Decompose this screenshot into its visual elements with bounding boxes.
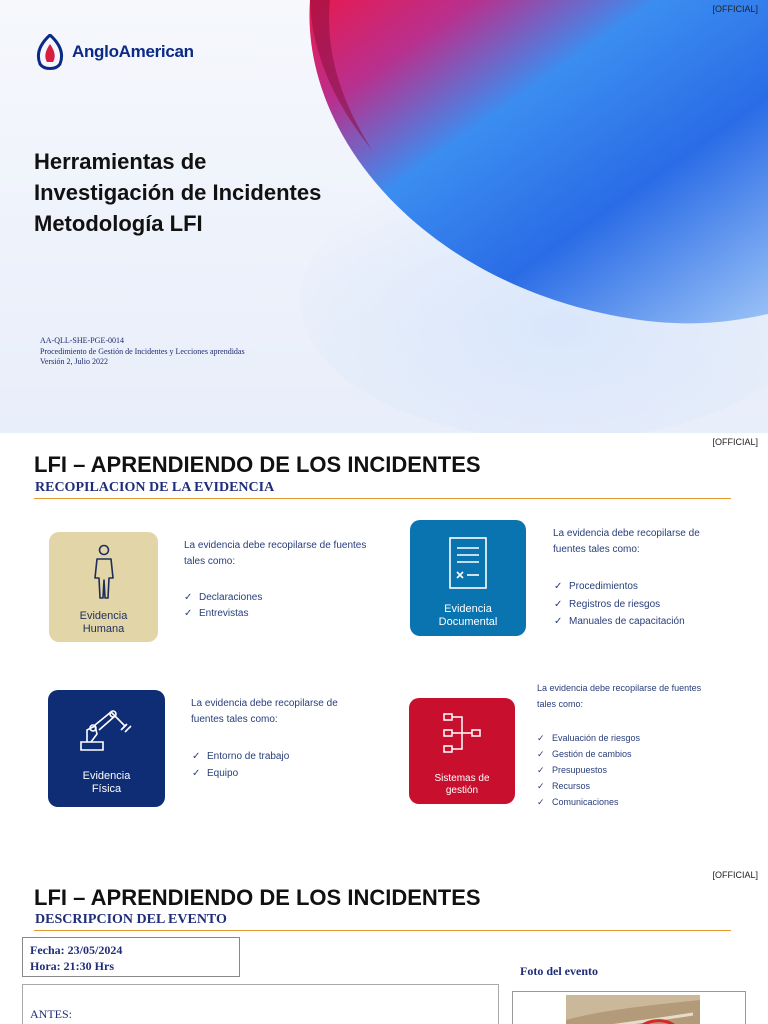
evidence-humana-text (184, 538, 366, 622)
evidence-documental-text (553, 526, 700, 631)
event-photo-label: Foto del evento (520, 964, 598, 978)
event-time: Hora: 21:30 Hrs (30, 959, 114, 973)
title-line: Metodología LFI (34, 211, 203, 236)
tile-label-line: Evidencia (79, 610, 128, 622)
doc-name: Procedimiento de Gestión de Incidentes y Lecciones aprendidas (40, 346, 245, 356)
intro-line: fuentes tales como: (553, 544, 640, 555)
list-item: ✓ Entrevistas (184, 606, 366, 622)
evidence-sistemas-text (537, 680, 701, 810)
event-date: Fecha: 23/05/2024 (30, 943, 123, 957)
tile-label-line: Evidencia (444, 603, 492, 615)
tile-evidencia-documental (410, 520, 526, 636)
list-item: ✓ Registros de riesgos (554, 596, 700, 614)
list-item: ✓ Manuales de capacitación (554, 613, 700, 631)
presentation-title (34, 146, 414, 239)
divider (34, 930, 731, 931)
intro-line: La evidencia debe recopilarse de fuentes (537, 683, 702, 693)
intro-line: La evidencia debe recopilarse de (553, 528, 700, 539)
tile-sistemas-de-gestion (409, 698, 515, 804)
evidence-fisica-text (191, 696, 338, 782)
list-item: ✓ Presupuestos (537, 762, 701, 778)
intro-line: tales como: (184, 556, 236, 567)
hierarchy-icon (440, 712, 484, 756)
tile-label-line: Evidencia (82, 770, 131, 782)
official-label: [OFFICIAL] (712, 437, 758, 447)
event-photo (512, 991, 746, 1024)
list-item: ✓ Evaluación de riesgos (537, 730, 701, 746)
anglo-american-logo (34, 34, 194, 70)
list-item: ✓ Procedimientos (554, 578, 700, 596)
antes-box (22, 984, 499, 1024)
title-line: Herramientas de (34, 149, 207, 174)
doc-code: AA-QLL-SHE-PGE-0014 (40, 336, 124, 345)
slide-subtitle: RECOPILACION DE LA EVIDENCIA (35, 480, 275, 495)
tile-label-line: Documental (438, 616, 498, 628)
official-label: [OFFICIAL] (712, 870, 758, 880)
title-line: Investigación de Incidentes (34, 180, 322, 205)
divider (34, 498, 731, 499)
intro-line: tales como: (537, 699, 584, 709)
intro-line: La evidencia debe recopilarse de (191, 698, 338, 709)
antes-label: ANTES: (30, 1007, 72, 1021)
document-icon (448, 536, 488, 590)
slide-subtitle: DESCRIPCION DEL EVENTO (35, 912, 227, 927)
tile-label-line: Sistemas de (434, 773, 490, 784)
title-slide (0, 0, 768, 433)
list-item: ✓ Declaraciones (184, 590, 366, 606)
slide-title: LFI – APRENDIENDO DE LOS INCIDENTES (34, 885, 481, 910)
evidence-slide (0, 433, 768, 860)
anglo-american-logo-icon (34, 34, 66, 70)
tile-label-line: Física (91, 783, 122, 795)
logo-wordmark: AngloAmerican (72, 42, 194, 61)
date-time-box (22, 937, 240, 977)
tile-evidencia-humana (49, 532, 158, 642)
list-item: ✓ Comunicaciones (537, 794, 701, 810)
list-item: ✓ Entorno de trabajo (192, 748, 338, 765)
document-reference (40, 336, 245, 368)
tile-label-line: Humana (82, 623, 125, 635)
official-label: [OFFICIAL] (712, 4, 758, 14)
robot-arm-icon (77, 704, 137, 754)
intro-line: La evidencia debe recopilarse de fuentes (184, 540, 367, 551)
slide-title: LFI – APRENDIENDO DE LOS INCIDENTES (34, 452, 481, 477)
doc-version: Versión 2, Julio 2022 (40, 357, 108, 366)
list-item: ✓ Gestión de cambios (537, 746, 701, 762)
tile-evidencia-fisica (48, 690, 165, 807)
list-item: ✓ Equipo (192, 765, 338, 782)
intro-line: fuentes tales como: (191, 714, 278, 725)
list-item: ✓ Recursos (537, 778, 701, 794)
event-photo-image (513, 992, 746, 1024)
person-icon (89, 544, 119, 602)
tile-label-line: gestión (445, 785, 479, 796)
